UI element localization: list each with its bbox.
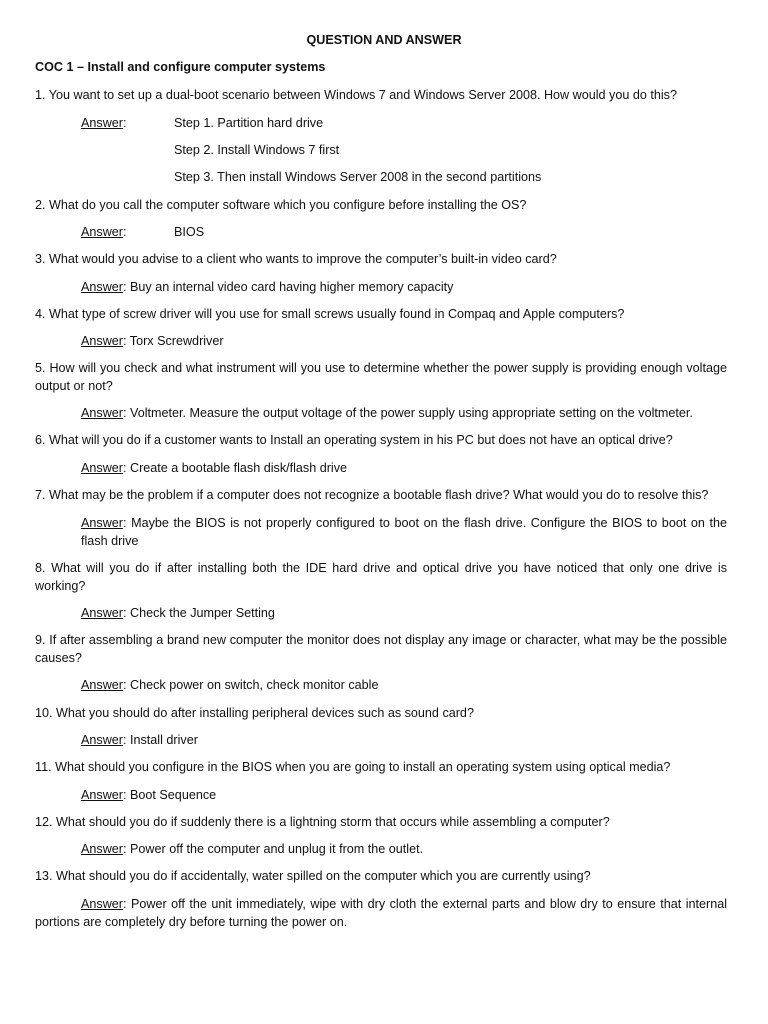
section-heading: COC 1 – Install and configure computer systems — [35, 60, 326, 74]
answer-label: Answer — [81, 461, 123, 475]
question-11: 11. What should you configure in the BIOS when you are going to install an operating system using optical media? — [35, 760, 671, 774]
answer-5: Answer: Voltmeter. Measure the output voltage of the power supply using appropriate setting on the voltmeter. — [81, 406, 693, 420]
answer-9: Answer: Check power on switch, check monitor cable — [81, 678, 379, 692]
answer-label: Answer — [81, 406, 123, 420]
question-7: 7. What may be the problem if a computer does not recognize a bootable flash drive? What would you do to resolve this? — [35, 488, 709, 502]
answer-12: Answer: Power off the computer and unplug it from the outlet. — [81, 842, 424, 856]
question-3: 3. What would you advise to a client who wants to improve the computer’s built-in video card? — [35, 252, 557, 266]
question-9: 9. If after assembling a brand new computer the monitor does not display any image or character, what may be the possible causes? — [35, 633, 727, 665]
answer-label: Answer — [81, 280, 123, 294]
answer-label: Answer — [81, 678, 123, 692]
answer-label: Answer — [81, 897, 123, 911]
answer-13-text: Power off the unit immediately, wipe with dry cloth the external parts and blow dry to ensure that internal portions are completely dry before turning the power on. — [35, 897, 727, 929]
answer-2-text: BIOS — [174, 225, 205, 239]
answer-4-text: Torx Screwdriver — [129, 334, 224, 348]
question-6: 6. What will you do if a customer wants to Install an operating system in his PC but does not have an optical drive? — [35, 433, 673, 447]
answer-11: Answer: Boot Sequence — [81, 788, 217, 802]
question-13: 13. What should you do if accidentally, water spilled on the computer which you are currently using? — [35, 869, 591, 883]
question-8: 8. What will you do if after installing both the IDE hard drive and optical drive you have noticed that only one drive is working? — [35, 561, 727, 593]
answer-3-text: Buy an internal video card having higher memory capacity — [130, 280, 454, 294]
answer-9-text: Check power on switch, check monitor cable — [130, 678, 379, 692]
answer-label: Answer — [81, 788, 123, 802]
answer-label: Answer — [81, 516, 123, 530]
answer-4: Answer: Torx Screwdriver — [81, 334, 224, 348]
question-2: 2. What do you call the computer software which you configure before installing the OS? — [35, 198, 527, 212]
answer-label: Answer — [81, 733, 123, 747]
answer-7: Answer: Maybe the BIOS is not properly configured to boot on the flash drive. Configure the BIOS to boot on the flash drive — [81, 516, 727, 548]
answer-label: Answer — [81, 842, 123, 856]
answer-7-text: Maybe the BIOS is not properly configured to boot on the flash drive. Configure the BIOS to boot on the flash drive — [81, 516, 727, 548]
answer-8: Answer: Check the Jumper Setting — [81, 606, 275, 620]
answer-6-text: Create a bootable flash disk/flash drive — [130, 461, 348, 475]
answer-6: Answer: Create a bootable flash disk/flash drive — [81, 461, 348, 475]
question-5: 5. How will you check and what instrument will you use to determine whether the power supply is providing enough voltage output or not? — [35, 361, 727, 393]
answer-1-row: Answer: — [81, 116, 127, 130]
answer-11-text: Boot Sequence — [130, 788, 217, 802]
question-10: 10. What you should do after installing peripheral devices such as sound card? — [35, 706, 474, 720]
answer-1-step-2: Step 2. Install Windows 7 first — [174, 143, 340, 157]
answer-2-row: Answer: — [81, 225, 127, 239]
answer-label: Answer — [81, 334, 123, 348]
question-4: 4. What type of screw driver will you use for small screws usually found in Compaq and Apple computers? — [35, 307, 625, 321]
answer-label: Answer — [81, 116, 123, 130]
answer-10-text: Install driver — [130, 733, 198, 747]
answer-13: Answer: Power off the unit immediately, wipe with dry cloth the external parts and blow dry to ensure that internal portions are completely dry before turning the power on. — [35, 897, 727, 929]
answer-10: Answer: Install driver — [81, 733, 198, 747]
question-12: 12. What should you do if suddenly there is a lightning storm that occurs while assembling a computer? — [35, 815, 610, 829]
answer-1-step-3: Step 3. Then install Windows Server 2008 in the second partitions — [174, 170, 542, 184]
answer-8-text: Check the Jumper Setting — [130, 606, 275, 620]
answer-label: Answer — [81, 225, 123, 239]
answer-label: Answer — [81, 606, 123, 620]
document-title: QUESTION AND ANSWER — [306, 33, 462, 47]
answer-3: Answer: Buy an internal video card having higher memory capacity — [81, 280, 454, 294]
answer-12-text: Power off the computer and unplug it from the outlet. — [130, 842, 424, 856]
question-1: 1. You want to set up a dual-boot scenario between Windows 7 and Windows Server 2008. How would you do this? — [35, 88, 677, 102]
answer-5-text: Voltmeter. Measure the output voltage of the power supply using appropriate setting on the voltmeter. — [130, 406, 693, 420]
answer-1-step-1: Step 1. Partition hard drive — [174, 116, 324, 130]
